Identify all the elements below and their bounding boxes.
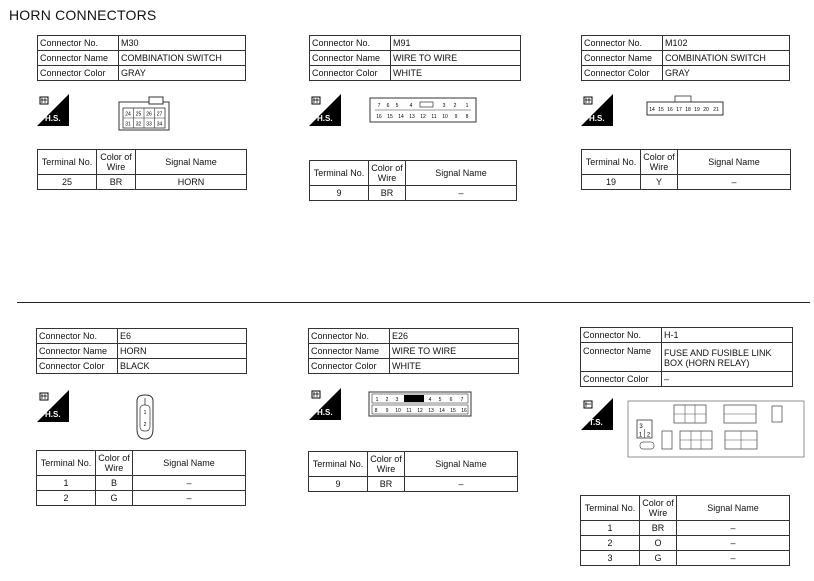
- pin-label: 25: [135, 111, 142, 118]
- connector-color-row: [310, 66, 521, 81]
- connector-face-e6: [131, 393, 159, 441]
- connector-no-row: [38, 36, 246, 51]
- connector-no-label: Connector No.: [309, 329, 390, 344]
- pin-label: 18: [685, 107, 691, 113]
- connector-name-value: WIRE TO WIRE: [391, 51, 521, 66]
- connector-name-row: [581, 343, 793, 372]
- signal-name-cell: –: [677, 521, 790, 536]
- hs-badge-label: H.S.: [45, 114, 61, 123]
- connector-info-h1: [580, 327, 793, 387]
- pin-label: 33: [146, 121, 152, 128]
- pin-label: 2: [385, 397, 389, 403]
- pin-label: 2: [143, 422, 147, 428]
- fuse-box-face-h1: [626, 399, 806, 459]
- pin-label: 1: [143, 410, 147, 416]
- hs-badge-icon: [37, 94, 69, 126]
- terminal-no-header: Terminal No.: [581, 496, 640, 521]
- hs-badge-label: H.S.: [317, 408, 333, 417]
- hs-badge-icon: [309, 94, 341, 126]
- pin-label: 4: [428, 397, 432, 403]
- wire-color-cell: BR: [369, 186, 406, 201]
- pin-label: 3: [395, 397, 399, 403]
- terminal-no-cell: 25: [38, 175, 97, 190]
- connector-no-value: M91: [391, 36, 521, 51]
- pin-label: 3: [639, 424, 643, 430]
- terminal-no-cell: 2: [581, 536, 640, 551]
- pin-label: 8: [465, 114, 469, 120]
- connector-no-row: [581, 328, 793, 343]
- connector-no-row: [37, 329, 247, 344]
- connector-no-label: Connector No.: [38, 36, 119, 51]
- page-title: HORN CONNECTORS: [9, 7, 157, 23]
- pin-label: 16: [461, 408, 467, 414]
- pin-label: 2: [453, 103, 457, 109]
- signal-name-header: Signal Name: [677, 496, 790, 521]
- ts-badge-icon: [581, 398, 613, 430]
- pin-label: 26: [146, 111, 152, 118]
- terminal-no-cell: 19: [582, 175, 641, 190]
- connector-color-value: GRAY: [663, 66, 790, 81]
- terminal-no-cell: 1: [581, 521, 640, 536]
- pin-label: 16: [376, 114, 382, 120]
- pin-label: 3: [442, 103, 446, 109]
- pin-label: 11: [431, 114, 437, 120]
- connector-no-row: [309, 329, 519, 344]
- signal-name-cell: –: [406, 186, 517, 201]
- color-of-wire-header: Color of Wire: [369, 161, 406, 186]
- pin-label: 2: [646, 432, 651, 439]
- connector-color-row: [309, 359, 519, 374]
- connector-color-value: BLACK: [118, 359, 247, 374]
- wire-color-cell: G: [640, 551, 677, 566]
- pin-label: 24: [125, 111, 131, 118]
- connector-no-label: Connector No.: [582, 36, 663, 51]
- pin-label: 34: [156, 121, 163, 128]
- wire-color-cell: G: [96, 491, 133, 506]
- connector-face-m30: [117, 96, 171, 132]
- table-row: [38, 175, 247, 190]
- pin-label: 14: [649, 107, 655, 113]
- connector-name-row: [37, 344, 247, 359]
- terminal-header-row: [310, 161, 517, 186]
- terminal-header-row: [309, 452, 518, 477]
- terminal-table-m91: [309, 160, 517, 201]
- table-row: [309, 477, 518, 492]
- terminal-no-header: Terminal No.: [310, 161, 369, 186]
- pin-label: 13: [409, 114, 415, 120]
- terminal-header-row: [582, 150, 791, 175]
- connector-color-row: [37, 359, 247, 374]
- pin-label: 31: [125, 121, 131, 128]
- connector-color-row: [582, 66, 790, 81]
- pin-label: 7: [377, 103, 381, 109]
- terminal-table-m30: [37, 149, 247, 190]
- wire-color-cell: O: [640, 536, 677, 551]
- terminal-no-header: Terminal No.: [38, 150, 97, 175]
- table-row: [581, 551, 790, 566]
- terminal-header-row: [38, 150, 247, 175]
- pin-label: 6: [386, 103, 390, 109]
- connector-no-value: M30: [119, 36, 246, 51]
- connector-color-row: [38, 66, 246, 81]
- color-of-wire-header: Color of Wire: [96, 451, 133, 476]
- connector-name-label: Connector Name: [309, 344, 390, 359]
- ts-badge-label: T.S.: [589, 418, 603, 427]
- terminal-table-h1: [580, 495, 790, 566]
- pin-label: 16: [667, 107, 673, 113]
- connector-no-row: [310, 36, 521, 51]
- terminal-no-cell: 2: [37, 491, 96, 506]
- connector-name-value: WIRE TO WIRE: [390, 344, 519, 359]
- wire-color-cell: Y: [641, 175, 678, 190]
- pin-label: 32: [135, 121, 142, 128]
- connector-face-m102: [645, 95, 725, 117]
- wire-color-cell: BR: [640, 521, 677, 536]
- pin-label: 21: [713, 107, 719, 113]
- terminal-no-header: Terminal No.: [582, 150, 641, 175]
- pin-label: 7: [460, 397, 464, 403]
- signal-name-cell: –: [133, 491, 246, 506]
- table-row: [582, 175, 791, 190]
- terminal-no-cell: 9: [310, 186, 369, 201]
- connector-no-row: [582, 36, 790, 51]
- pin-label: 14: [439, 408, 445, 414]
- connector-name-label: Connector Name: [582, 51, 663, 66]
- connector-color-value: –: [662, 372, 793, 387]
- pin-label: 15: [658, 107, 664, 113]
- pin-label: 1: [638, 432, 643, 439]
- color-of-wire-header: Color of Wire: [640, 496, 677, 521]
- connector-color-label: Connector Color: [582, 66, 663, 81]
- connector-no-label: Connector No.: [37, 329, 118, 344]
- hs-badge-icon: [581, 94, 613, 126]
- connector-color-label: Connector Color: [38, 66, 119, 81]
- pin-label: 14: [398, 114, 404, 120]
- terminal-no-header: Terminal No.: [37, 451, 96, 476]
- color-of-wire-header: Color of Wire: [97, 150, 136, 175]
- terminal-header-row: [37, 451, 246, 476]
- table-row: [581, 521, 790, 536]
- pin-label: 12: [420, 114, 426, 120]
- connector-name-label: Connector Name: [38, 51, 119, 66]
- connector-color-label: Connector Color: [37, 359, 118, 374]
- hs-badge-icon: [309, 388, 341, 420]
- connector-name-value: HORN: [118, 344, 247, 359]
- pin-label: 19: [694, 107, 700, 113]
- connector-color-value: WHITE: [391, 66, 521, 81]
- table-row: [581, 536, 790, 551]
- connector-name-value: COMBINATION SWITCH: [119, 51, 246, 66]
- connector-no-label: Connector No.: [581, 328, 662, 343]
- signal-name-cell: –: [677, 536, 790, 551]
- signal-name-cell: HORN: [136, 175, 247, 190]
- signal-name-header: Signal Name: [405, 452, 518, 477]
- hs-badge-label: H.S.: [589, 114, 605, 123]
- connector-name-row: [310, 51, 521, 66]
- wire-color-cell: BR: [97, 175, 136, 190]
- hs-badge-label: H.S.: [45, 410, 61, 419]
- connector-no-value: H-1: [662, 328, 793, 343]
- connector-info-m102: [581, 35, 790, 81]
- connector-face-m91: [369, 97, 477, 123]
- signal-name-header: Signal Name: [678, 150, 791, 175]
- connector-color-label: Connector Color: [309, 359, 390, 374]
- connector-name-row: [582, 51, 790, 66]
- signal-name-cell: –: [677, 551, 790, 566]
- connector-no-value: M102: [663, 36, 790, 51]
- pin-label: 1: [465, 103, 469, 109]
- connector-color-row: [581, 372, 793, 387]
- pin-label: 4: [409, 103, 413, 109]
- section-divider: [17, 302, 810, 303]
- pin-label: 15: [450, 408, 456, 414]
- connector-color-label: Connector Color: [581, 372, 662, 387]
- pin-label: 17: [676, 107, 682, 113]
- terminal-table-m102: [581, 149, 791, 190]
- connector-name-value: FUSE AND FUSIBLE LINK BOX (HORN RELAY): [662, 343, 793, 372]
- pin-label: 13: [428, 408, 434, 414]
- terminal-no-cell: 1: [37, 476, 96, 491]
- connector-name-label: Connector Name: [581, 343, 662, 372]
- table-row: [310, 186, 517, 201]
- connector-no-label: Connector No.: [310, 36, 391, 51]
- hs-badge-label: H.S.: [317, 114, 333, 123]
- signal-name-cell: –: [405, 477, 518, 492]
- pin-label: 5: [438, 397, 442, 403]
- connector-info-e6: [36, 328, 247, 374]
- connector-info-m91: [309, 35, 521, 81]
- connector-face-e26: [368, 391, 472, 417]
- color-of-wire-header: Color of Wire: [641, 150, 678, 175]
- pin-label: 1: [375, 397, 379, 403]
- connector-key-mark: [404, 395, 424, 402]
- connector-name-row: [309, 344, 519, 359]
- hs-badge-icon: [37, 390, 69, 422]
- connector-color-value: GRAY: [119, 66, 246, 81]
- connector-name-label: Connector Name: [37, 344, 118, 359]
- pin-label: 9: [454, 114, 458, 120]
- signal-name-header: Signal Name: [133, 451, 246, 476]
- terminal-header-row: [581, 496, 790, 521]
- table-row: [37, 491, 246, 506]
- signal-name-cell: –: [678, 175, 791, 190]
- table-row: [37, 476, 246, 491]
- connector-name-row: [38, 51, 246, 66]
- pin-label: 6: [449, 397, 453, 403]
- pin-label: 9: [385, 408, 389, 414]
- connector-name-value: COMBINATION SWITCH: [663, 51, 790, 66]
- terminal-no-cell: 9: [309, 477, 368, 492]
- connector-color-label: Connector Color: [310, 66, 391, 81]
- pin-label: 11: [406, 408, 412, 414]
- connector-info-e26: [308, 328, 519, 374]
- signal-name-header: Signal Name: [136, 150, 247, 175]
- terminal-table-e26: [308, 451, 518, 492]
- pin-label: 27: [156, 111, 163, 118]
- terminal-no-header: Terminal No.: [309, 452, 368, 477]
- pin-label: 8: [374, 408, 378, 414]
- connector-no-value: E26: [390, 329, 519, 344]
- connector-color-value: WHITE: [390, 359, 519, 374]
- connector-info-m30: [37, 35, 246, 81]
- connector-name-label: Connector Name: [310, 51, 391, 66]
- terminal-no-cell: 3: [581, 551, 640, 566]
- pin-label: 5: [395, 103, 399, 109]
- connector-no-value: E6: [118, 329, 247, 344]
- terminal-table-e6: [36, 450, 246, 506]
- color-of-wire-header: Color of Wire: [368, 452, 405, 477]
- pin-label: 15: [387, 114, 393, 120]
- signal-name-cell: –: [133, 476, 246, 491]
- pin-label: 10: [442, 114, 448, 120]
- signal-name-header: Signal Name: [406, 161, 517, 186]
- pin-label: 20: [703, 107, 709, 113]
- pin-label: 10: [395, 408, 401, 414]
- wire-color-cell: B: [96, 476, 133, 491]
- wire-color-cell: BR: [368, 477, 405, 492]
- pin-label: 12: [417, 408, 423, 414]
